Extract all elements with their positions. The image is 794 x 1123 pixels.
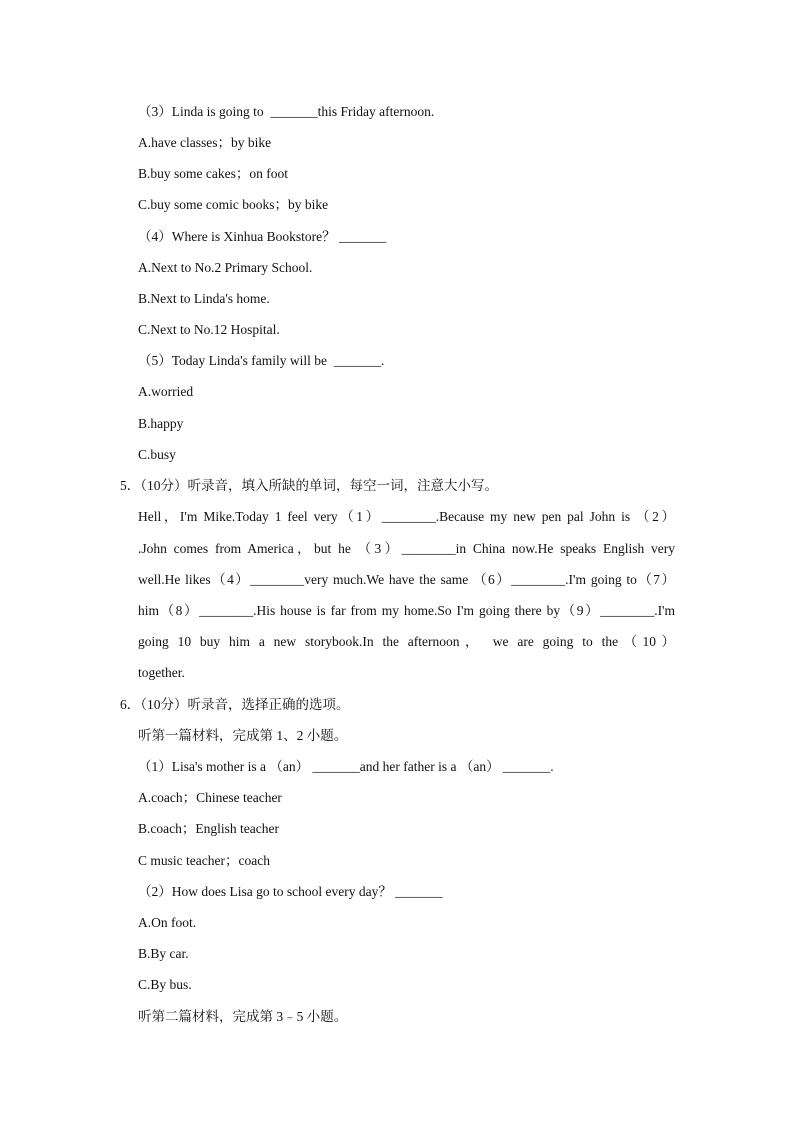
- q4-sub5-option-c: C.busy: [138, 447, 176, 462]
- q6-sub1-stem: （1）Lisa's mother is a （an） _______and her father is a （an） _______.: [138, 759, 554, 774]
- q4-sub5-option-a: A.worried: [138, 384, 194, 399]
- q5-passage-line-3: well.He likes（4）________very much.We have the same （6）________.I'm going to（7）: [138, 572, 675, 587]
- q6-sub2-stem: （2）How does Lisa go to school every day？ _______: [138, 884, 443, 899]
- q4-sub3-stem: （3）Linda is going to _______this Friday afternoon.: [138, 104, 435, 119]
- q5-passage-line-4: him（8）________.His house is far from my home.So I'm going there by（9）________.I'm: [138, 603, 675, 618]
- q6-part1-instruction: 听第一篇材料，完成第 1、2 小题。: [138, 728, 348, 743]
- q6-part2-instruction: 听第二篇材料，完成第 3﹣5 小题。: [138, 1009, 348, 1024]
- q4-sub3-option-a: A.have classes；by bike: [138, 135, 272, 150]
- q4-sub4-stem: （4）Where is Xinhua Bookstore？ _______: [138, 229, 387, 244]
- q5-passage-line-5: going 10 buy him a new storybook.In the afternoon， we are going to the（10）: [138, 634, 675, 649]
- q6-heading: 6．（10分）听录音，选择正确的选项。: [120, 697, 350, 712]
- q4-sub3-option-b: B.buy some cakes；on foot: [138, 166, 288, 181]
- q4-sub4-option-c: C.Next to No.12 Hospital.: [138, 322, 280, 337]
- q4-sub4-option-a: A.Next to No.2 Primary School.: [138, 260, 313, 275]
- q6-sub2-option-c: C.By bus.: [138, 977, 192, 992]
- q6-sub1-option-a: A.coach；Chinese teacher: [138, 790, 282, 805]
- q5-passage-line-6: together.: [138, 665, 185, 680]
- q6-sub2-option-a: A.On foot.: [138, 915, 197, 930]
- q4-sub5-stem: （5）Today Linda's family will be _______.: [138, 353, 385, 368]
- q6-sub1-option-c: C music teacher；coach: [138, 853, 270, 868]
- q6-sub1-option-b: B.coach；English teacher: [138, 821, 279, 836]
- q5-passage-line-2: .John comes from America，but he （3）________in China now.He speaks English very: [138, 541, 675, 556]
- q6-sub2-option-b: B.By car.: [138, 946, 189, 961]
- q4-sub3-option-c: C.buy some comic books；by bike: [138, 197, 329, 212]
- q4-sub4-option-b: B.Next to Linda's home.: [138, 291, 270, 306]
- q5-heading: 5．（10分）听录音，填入所缺的单词，每空一词，注意大小写。: [120, 478, 498, 493]
- q4-sub5-option-b: B.happy: [138, 416, 184, 431]
- q5-passage-line-1: Hell，I'm Mike.Today 1 feel very（1）________.Because my new pen pal John is （2）: [138, 509, 675, 524]
